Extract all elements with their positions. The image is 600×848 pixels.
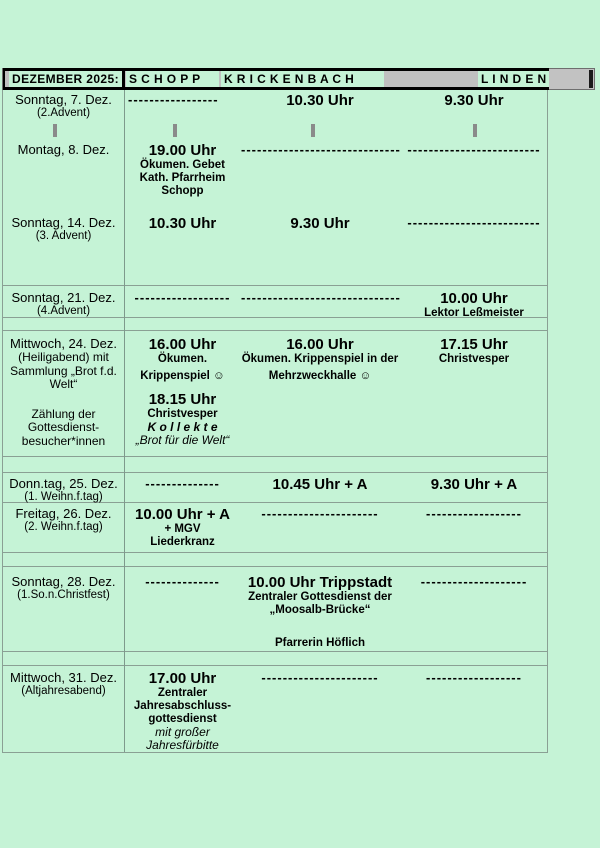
header-end-marker [589,70,593,88]
table-row-dec-31 [3,665,547,753]
cell-line: (2.Advent) [36,107,91,119]
cell-line: ------------------ [426,506,522,521]
table-row-dec-8 [3,140,547,207]
cell-line: 9.30 Uhr [290,215,350,232]
krickenbach-cell [241,142,399,207]
cell-line: Gottesdienst- [27,420,100,434]
cell-line: 10.00 Uhr + A [135,506,230,523]
cell-line: Mittwoch, 31. Dez. [10,670,117,685]
cell-line: Pfarrerin Höflich [274,637,366,649]
cell-line: -------------- [145,574,220,589]
header-month-label: DEZEMBER 2025: [9,71,122,87]
cell-line: Ökumen. [157,353,208,365]
cell-gap [3,392,124,408]
cell-line: 10.00 Uhr [440,290,508,307]
cell-line: ------------------------- [407,142,541,157]
header-column-schopp: S C H O P P [126,71,219,87]
schopp-cell [124,506,241,552]
date-cell [3,574,124,651]
cell-line: (2. Weihn.f.tag) [24,521,103,533]
date-cell [3,92,124,122]
cell-line: Sonntag, 7. Dez. [15,92,112,107]
cell-line: Lektor Leßmeister [424,307,524,319]
table-row-dec-28 [3,566,547,652]
cell-line: Montag, 8. Dez. [17,142,110,157]
krickenbach-cell [241,92,399,122]
cell-line: 19.00 Uhr [148,142,217,159]
cell-line: ---------------------- [261,670,379,685]
schopp-cell [124,670,241,753]
krickenbach-cell [241,336,399,456]
linden-cell [399,92,549,122]
cell-line: besucher*innen [21,433,106,448]
cell-line: Ökumen. Gebet [140,159,225,171]
cell-line: gottesdienst [148,713,217,725]
cell-line: -------------------- [420,574,528,589]
date-cell [3,670,124,753]
schopp-cell [124,92,241,122]
cell-line: 9.30 Uhr + A [430,476,518,493]
cell-line: Zentraler Gottesdienst der [248,591,392,603]
table-header-band [2,68,595,90]
table-row-dec-26 [3,503,547,553]
cell-line: -------------- [145,476,220,491]
cell-line: „Moosalb-Brücke“ [269,604,371,616]
section-marker-bar [173,124,177,137]
cell-line: ------------------ [134,290,231,305]
cell-line: (Altjahresabend) [21,685,106,697]
cell-line: Jahresfürbitte [146,738,219,752]
cell-line: Zentraler [157,687,208,699]
linden-cell [399,290,549,320]
linden-cell [399,336,549,456]
cell-line: Welt“ [49,377,78,391]
cell-line: ------------------ [426,670,522,685]
table-row-dec-21 [3,285,547,318]
schopp-cell [124,215,241,285]
cell-line: (3. Advent) [35,230,92,242]
header-column-divider [122,68,125,90]
linden-cell [399,670,549,753]
cell-line: Jahresabschluss- [133,700,232,712]
cell-line: 16.00 Uhr [148,336,217,353]
krickenbach-cell [241,476,399,504]
cell-line: 17.15 Uhr [440,336,508,353]
cell-line: (4.Advent) [36,305,91,317]
cell-line: 10.00 Uhr Trippstadt [247,574,393,591]
cell-line: + MGV [164,523,201,535]
cell-line: 10.45 Uhr + A [272,476,368,493]
cell-line: Liederkranz [150,536,215,548]
cell-line: (1. Weihn.f.tag) [24,491,103,503]
linden-cell [399,506,549,552]
date-cell [3,336,124,456]
cell-line: ------------------------- [407,215,541,230]
cell-line: Donn.tag, 25. Dez. [9,476,118,491]
cell-line: Zählung der [31,406,96,421]
schopp-cell [124,336,241,456]
cell-line: 10.30 Uhr [286,92,354,109]
schopp-cell [124,290,241,320]
date-cell [3,142,124,207]
section-marker-bar [53,124,57,137]
date-cell [3,506,124,552]
cell-line: Ökumen. Krippenspiel in der [241,353,399,365]
section-marker-bar [311,124,315,137]
krickenbach-cell [241,290,399,320]
krickenbach-cell [241,506,399,552]
cell-line: „Brot für die Welt“ [135,433,230,447]
spacer-row [3,457,547,472]
schopp-cell [124,476,241,504]
cell-line: 10.30 Uhr [148,215,217,232]
cell-line: Mittwoch, 24. Dez. [10,336,117,351]
spacer-row [3,553,547,566]
schedule-table [2,90,548,753]
section-marker-row [3,122,547,140]
schopp-cell [124,574,241,651]
table-header [3,68,549,90]
krickenbach-cell [241,670,399,753]
section-marker-bar [473,124,477,137]
table-row-dec-25 [3,472,547,503]
krickenbach-cell [241,215,399,285]
cell-line: Sonntag, 21. Dez. [11,290,116,305]
spacer-row [3,652,547,665]
linden-cell [399,574,549,651]
cell-line: Christvesper [147,408,218,420]
date-cell [3,476,124,504]
linden-cell [399,142,549,207]
cell-line: (1.So.n.Christfest) [17,589,110,601]
table-row-dec-7 [3,90,547,122]
cell-line: Sonntag, 14. Dez. [11,215,116,230]
linden-cell [399,215,549,285]
cell-line: 18.15 Uhr [148,391,217,408]
cell-line: Sonntag, 28. Dez. [11,574,116,589]
cell-line: Mehrzweckhalle ☺ [268,370,372,382]
cell-line: Christvesper [438,353,510,365]
cell-line: 16.00 Uhr [286,336,354,353]
cell-line: ----------------- [128,92,219,107]
date-cell [3,290,124,320]
cell-gap [241,617,399,637]
linden-cell [399,476,549,504]
cell-line: ---------------------- [261,506,379,521]
cell-line: Kath. Pfarrheim [139,172,226,184]
schopp-cell [124,142,241,207]
date-cell [3,215,124,285]
cell-line: K o l l e k t e [147,420,218,434]
cell-line: (Heiligabend) mit [18,350,109,364]
cell-line: Schopp [161,185,204,197]
date-column-divider [124,90,125,752]
cell-line: Sammlung „Brot f.d. [10,363,117,378]
cell-line: ------------------------------ [241,290,401,305]
krickenbach-cell [241,574,399,651]
cell-line: Freitag, 26. Dez. [15,506,112,521]
cell-line: ------------------------------ [241,142,401,157]
header-column-krickenbach: K R I C K E N B A C H [221,71,384,87]
cell-line: mit großer [155,725,210,739]
cell-line: 17.00 Uhr [148,670,217,687]
cell-gap [124,383,241,391]
cell-line: Krippenspiel ☺ [140,370,225,382]
cell-line: 9.30 Uhr [444,92,504,109]
table-row-dec-24 [3,330,547,457]
header-column-linden: L I N D E N [478,71,549,87]
table-row-dec-14 [3,207,547,285]
